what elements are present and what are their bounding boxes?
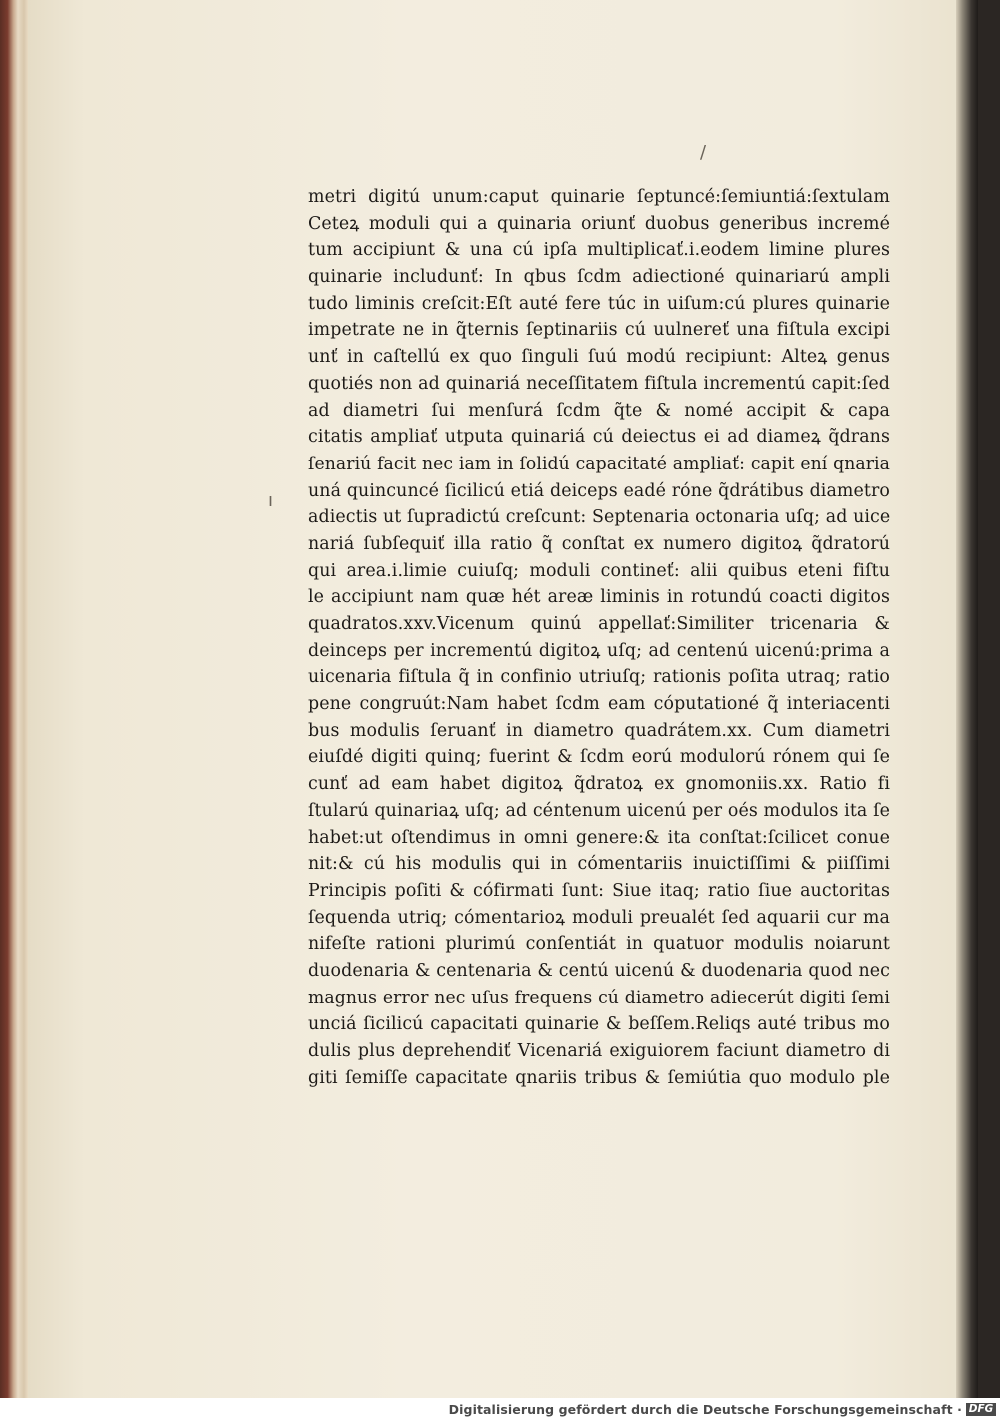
text-line: Principis poſiti & cófirmati ſunt: Siue itaq; ratio ſiue auctoritas xyxy=(308,880,890,901)
text-line: citatis ampliať utputa quinariá cú deiectus ei ad diameꝝ q̃drans xyxy=(308,427,890,448)
text-line: metri digitú unum:caput quinarie ſeptuncé:ſemiuntiá:ſextulam xyxy=(308,187,890,207)
text-line: qui area.i.limie cuiuſq; moduli contineť: alii quibus eteni fiſtu xyxy=(308,560,890,581)
dfg-logo: DFG xyxy=(966,1403,996,1416)
pen-mark: ı xyxy=(268,490,274,511)
text-line: pene congruút:Nam habet ſcdm eam cóputationé q̃ interiacenti xyxy=(308,694,890,715)
text-line: nifeſte rationi plurimú conſentiát in quatuor modulis noiarunt xyxy=(308,934,890,955)
text-line: ſequenda utriq; cómentarioꝝ moduli preualét ſed aquarii cur ma xyxy=(308,907,890,928)
text-line: quotiés non ad quinariá neceſſitatem fiſtula incrementú capit:ſed xyxy=(308,373,890,394)
text-line: quinarie includunť: In qbus ſcdm adiectioné quinariarú ampli xyxy=(308,267,890,288)
text-line: deinceps per incrementú digitoꝝ uſq; ad centenú uicenú:prima a xyxy=(308,640,890,661)
text-line: le accipiunt nam quæ hét areæ liminis in rotundú coacti digitos xyxy=(308,587,890,608)
footer-bar xyxy=(0,1398,1000,1421)
text-line: bus modulis ſeruanť in diametro quadrátem.xx. Cum diametri xyxy=(308,720,890,741)
gutter-shadow xyxy=(956,0,978,1398)
book-edge xyxy=(0,0,30,1398)
text-line: duodenaria & centenaria & centú uicenú & duodenaria quod nec xyxy=(308,960,890,981)
text-line: giti ſemiſſe capacitate qnariis tribus & ſemiútia quo modulo ple xyxy=(308,1067,890,1088)
text-line: magnus error nec uſus frequens cú diametro adiecerút digiti ſemi xyxy=(308,987,890,1008)
text-line: nariá ſubſequiť illa ratio q̃ conſtat ex numero digitoꝝ q̃dratorú xyxy=(308,533,890,554)
text-line: dulis plus deprehendiť Vicenariá exiguiorem faciunt diametro di xyxy=(308,1041,890,1061)
text-line: adiectis ut ſupradictú creſcunt: Septenaria octonaria uſq; ad uice xyxy=(308,507,890,528)
text-line: quadratos.xxv.Vicenum quinú appellať:Similiter tricenaria & xyxy=(308,614,890,634)
funding-credit: Digitalisierung gefördert durch die Deutsche Forschungsgemeinschaft · xyxy=(448,1402,962,1417)
text-line: uná quincuncé ſicilicú etiá deiceps eadé róne q̃drátibus diametro xyxy=(308,480,890,501)
text-line: habet:ut oſtendimus in omni genere:& ita conſtat:ſcilicet conue xyxy=(308,827,890,848)
text-line: unciá ſicilicú capacitati quinarie & beſſem.Reliqs auté tribus mo xyxy=(308,1014,890,1035)
page-text xyxy=(308,184,890,1091)
text-line: unť in caſtellú ex quo ſinguli ſuú modú recipiunt: Alteꝝ genus xyxy=(308,347,890,368)
text-line: Ceteꝝ moduli qui a quinaria oriunť duobus generibus incremé xyxy=(308,213,890,234)
text-line: tum accipiunt & una cú ipſa multiplicať.i.eodem limine plures xyxy=(308,240,890,261)
text-line: impetrate ne in q̃ternis ſeptinariis cú uulnereť una fiſtula excipi xyxy=(308,320,890,341)
pen-mark: / xyxy=(700,142,707,163)
text-line: ſenariú facit nec iam in ſolidú capacitaté ampliať: capit ení qnaria xyxy=(308,453,890,474)
text-line: eiuſdé digiti quinq; fuerint & ſcdm eorú modulorú rónem qui ſe xyxy=(308,747,890,768)
text-line: ad diametri ſui menſurá ſcdm q̃te & nomé accipit & capa xyxy=(308,400,890,421)
text-line: cunť ad eam habet digitoꝝ q̃dratoꝝ ex gnomoniis.xx. Ratio fi xyxy=(308,774,890,795)
text-line: tudo liminis creſcit:Eſt auté fere túc in uiſum:cú plures quinarie xyxy=(308,293,890,314)
text-line: nit:& cú his modulis qui in cómentariis inuictiſſimi & piiſſimi xyxy=(308,854,890,875)
text-line: uicenaria fiſtula q̃ in confinio utriuſq; rationis poſita utraq; ratio xyxy=(308,667,890,688)
text-line: ſtularú quinariaꝝ uſq; ad céntenum uicenú per oés modulos ita ſe xyxy=(308,800,890,821)
